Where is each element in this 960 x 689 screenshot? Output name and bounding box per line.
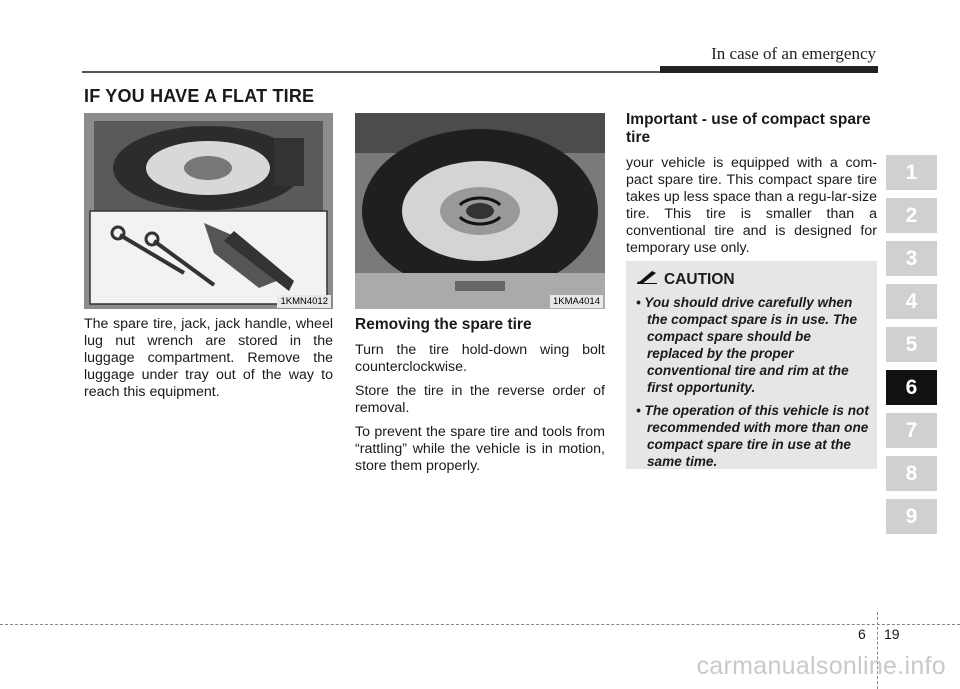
- caution-item: • You should drive carefully when the compact spare is in use. The compact spare should be replaced by the proper conventional tire and rim at the first opportunity.: [636, 295, 858, 395]
- middle-column: [355, 316, 605, 482]
- chapter-tab-8[interactable]: 8: [886, 456, 937, 491]
- footer-page-number: 19: [884, 626, 900, 642]
- middle-paragraph-1: Turn the tire hold-down wing bolt counterclockwise.: [355, 342, 605, 375]
- caution-title: CAUTION: [664, 270, 735, 288]
- pencil-icon: [636, 270, 658, 289]
- caution-header: [636, 270, 735, 289]
- middle-paragraph-3: To prevent the spare tire and tools from “rattling” while the vehicle is in motion, store them properly.: [355, 424, 605, 474]
- footer-rule: [0, 624, 960, 625]
- right-paragraph: your vehicle is equipped with a com-pact spare tire. This compact spare tire takes up less space than a regu-lar-size tire. This tire is smaller than a conventional tire and is designed for temporary use only.: [626, 155, 877, 256]
- photo-code-left: 1KMN4012: [277, 295, 331, 308]
- photo-code-middle: 1KMA4014: [550, 295, 603, 308]
- left-paragraph: The spare tire, jack, jack handle, wheel lug nut wrench are stored in the luggage compartment. Remove the luggage under tray out of the way to reach this equipment.: [84, 316, 333, 400]
- middle-paragraph-2: Store the tire in the reverse order of removal.: [355, 383, 605, 416]
- caution-box: [626, 261, 877, 469]
- watermark: carmanualsonline.info: [696, 652, 946, 680]
- photo-spare-tire: [355, 113, 605, 309]
- chapter-tab-5[interactable]: 5: [886, 327, 937, 362]
- removing-spare-heading: Removing the spare tire: [355, 316, 532, 333]
- chapter-tab-7[interactable]: 7: [886, 413, 937, 448]
- chapter-tab-9[interactable]: 9: [886, 499, 937, 534]
- chapter-tab-1[interactable]: 1: [886, 155, 937, 190]
- right-column: [626, 111, 877, 264]
- caution-list: [634, 294, 870, 476]
- header-rule-accent: [660, 66, 878, 73]
- chapter-tab-3[interactable]: 3: [886, 241, 937, 276]
- chapter-tab-6[interactable]: 6: [886, 370, 937, 405]
- photo-trunk-tools: [84, 113, 333, 309]
- compact-spare-heading: Important - use of compact spare tire: [626, 111, 871, 146]
- left-column: [84, 316, 333, 408]
- chapter-tab-2[interactable]: 2: [886, 198, 937, 233]
- header-title: In case of an emergency: [711, 44, 876, 63]
- section-title: IF YOU HAVE A FLAT TIRE: [84, 86, 315, 106]
- chapter-tabs: [886, 155, 937, 542]
- chapter-tab-4[interactable]: 4: [886, 284, 937, 319]
- footer-chapter: 6: [858, 626, 866, 642]
- caution-item: • The operation of this vehicle is not recommended with more than one compact spare tire in use at the same time.: [636, 403, 869, 469]
